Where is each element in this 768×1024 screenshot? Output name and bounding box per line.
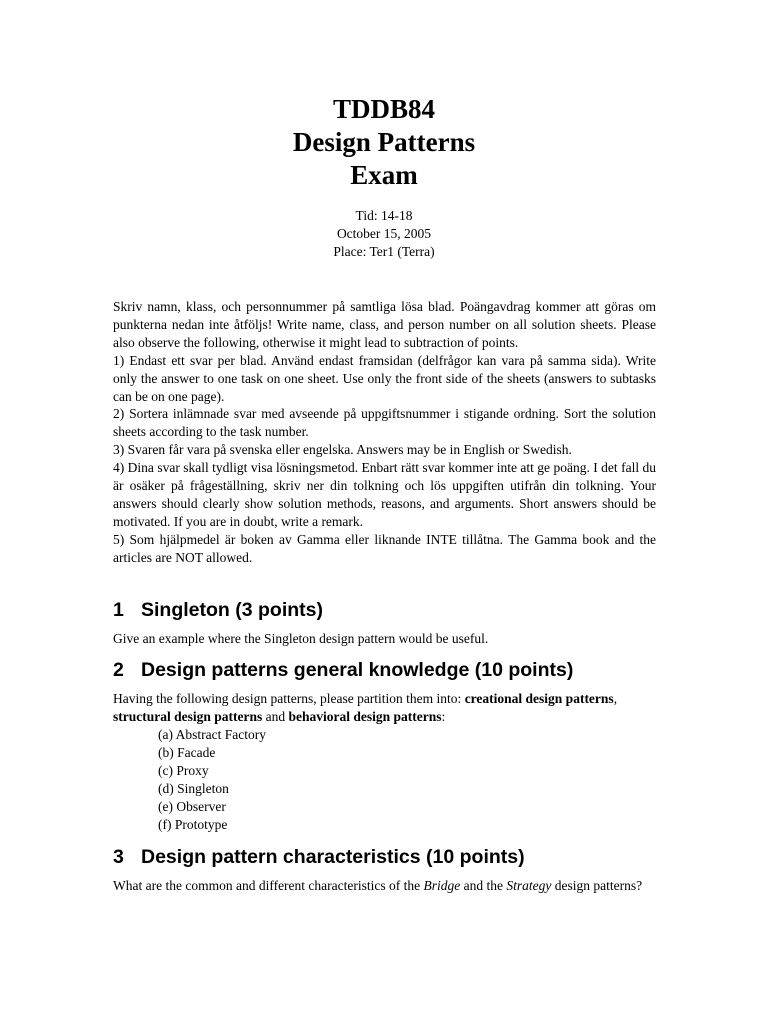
list-item: (e) Observer	[158, 799, 226, 814]
section-characteristics	[113, 845, 656, 895]
text-run: and the	[460, 878, 507, 893]
list-item: (b) Facade	[158, 745, 216, 760]
question-text: Give an example where the Singleton design pattern would be useful.	[113, 631, 489, 646]
instruction-paragraph: 3) Svaren får vara på svenska eller engelska. Answers may be in English or Swedish.	[113, 442, 572, 458]
term-behavioral: behavioral design patterns	[288, 709, 442, 724]
instruction-paragraph: 5) Som hjälpmedel är boken av Gamma eller liknande INTE tillåtna. The Gamma book and the articles are NOT allowed.	[113, 531, 656, 565]
section-singleton	[113, 598, 656, 648]
section-number: 2	[113, 659, 124, 681]
section-title: Design patterns general knowledge (10 points)	[141, 659, 574, 681]
term-structural: structural design patterns	[113, 709, 263, 724]
section-body	[113, 690, 656, 834]
exam-place: Place: Ter1 (Terra)	[333, 244, 435, 259]
exam-meta	[0, 207, 768, 261]
section-heading	[113, 658, 656, 682]
text-run: Having the following design patterns, please partition them into:	[113, 691, 465, 706]
exam-date: October 15, 2005	[336, 226, 432, 241]
section-body	[113, 630, 656, 648]
instruction-paragraph: Skriv namn, klass, och personnummer på samtliga lösa blad. Poängavdrag kommer att göras om punkterna nedan inte åtföljs! Write name, class, and person number on all solution sheets. Please also observe the following, otherwise it might lead to subtraction of points.	[113, 299, 656, 350]
text-run: design patterns?	[551, 878, 643, 893]
course-subject: Design Patterns	[292, 127, 476, 157]
document-kind: Exam	[350, 160, 418, 190]
section-body	[113, 877, 656, 895]
term-creational: creational design patterns	[464, 691, 614, 706]
list-item: (c) Proxy	[158, 763, 209, 778]
text-run: and	[262, 709, 289, 724]
section-title: Design pattern characteristics (10 points)	[141, 846, 525, 868]
instruction-paragraph: 2) Sortera inlämnade svar med avseende på uppgiftsnummer i stigande ordning. Sort the solution sheets according to the task number.	[113, 406, 656, 440]
instructions	[113, 298, 656, 567]
question-text	[113, 877, 656, 895]
instruction-paragraph: 4) Dina svar skall tydligt visa lösningsmetod. Enbart rätt svar kommer inte att ge poäng. I det fall du är osäker på frågeställning, skriv ner din tolkning och lös uppgiften utifrån din tolkning. Your answers should clearly show solution methods, reasons, and arguments. Short answers should be motivated. If you are in doubt, write a remark.	[113, 460, 656, 529]
course-code: TDDB84	[332, 94, 435, 124]
term-bridge: Bridge	[423, 878, 461, 893]
section-number: 3	[113, 846, 124, 868]
section-title: Singleton (3 points)	[141, 599, 323, 621]
section-heading	[113, 598, 656, 622]
text-run: ,	[613, 691, 618, 706]
term-strategy: Strategy	[506, 878, 552, 893]
section-heading	[113, 845, 656, 869]
list-item: (d) Singleton	[158, 781, 229, 796]
list-item: (a) Abstract Factory	[158, 727, 266, 742]
question-text	[113, 690, 656, 726]
text-run: :	[441, 709, 446, 724]
instruction-paragraph: 1) Endast ett svar per blad. Använd endast framsidan (delfrågor kan vara på samma sida). Write only the answer to one task on one sheet. Use only the front side of the sheets (answers to subtasks can be on one page).	[113, 352, 656, 404]
exam-time: Tid: 14-18	[355, 208, 413, 223]
list-item: (f) Prototype	[158, 817, 228, 832]
pattern-list	[113, 726, 656, 834]
section-number: 1	[113, 599, 124, 621]
title-block	[0, 93, 768, 192]
text-run: What are the common and different characteristics of the	[113, 878, 424, 893]
section-general-knowledge	[113, 658, 656, 834]
